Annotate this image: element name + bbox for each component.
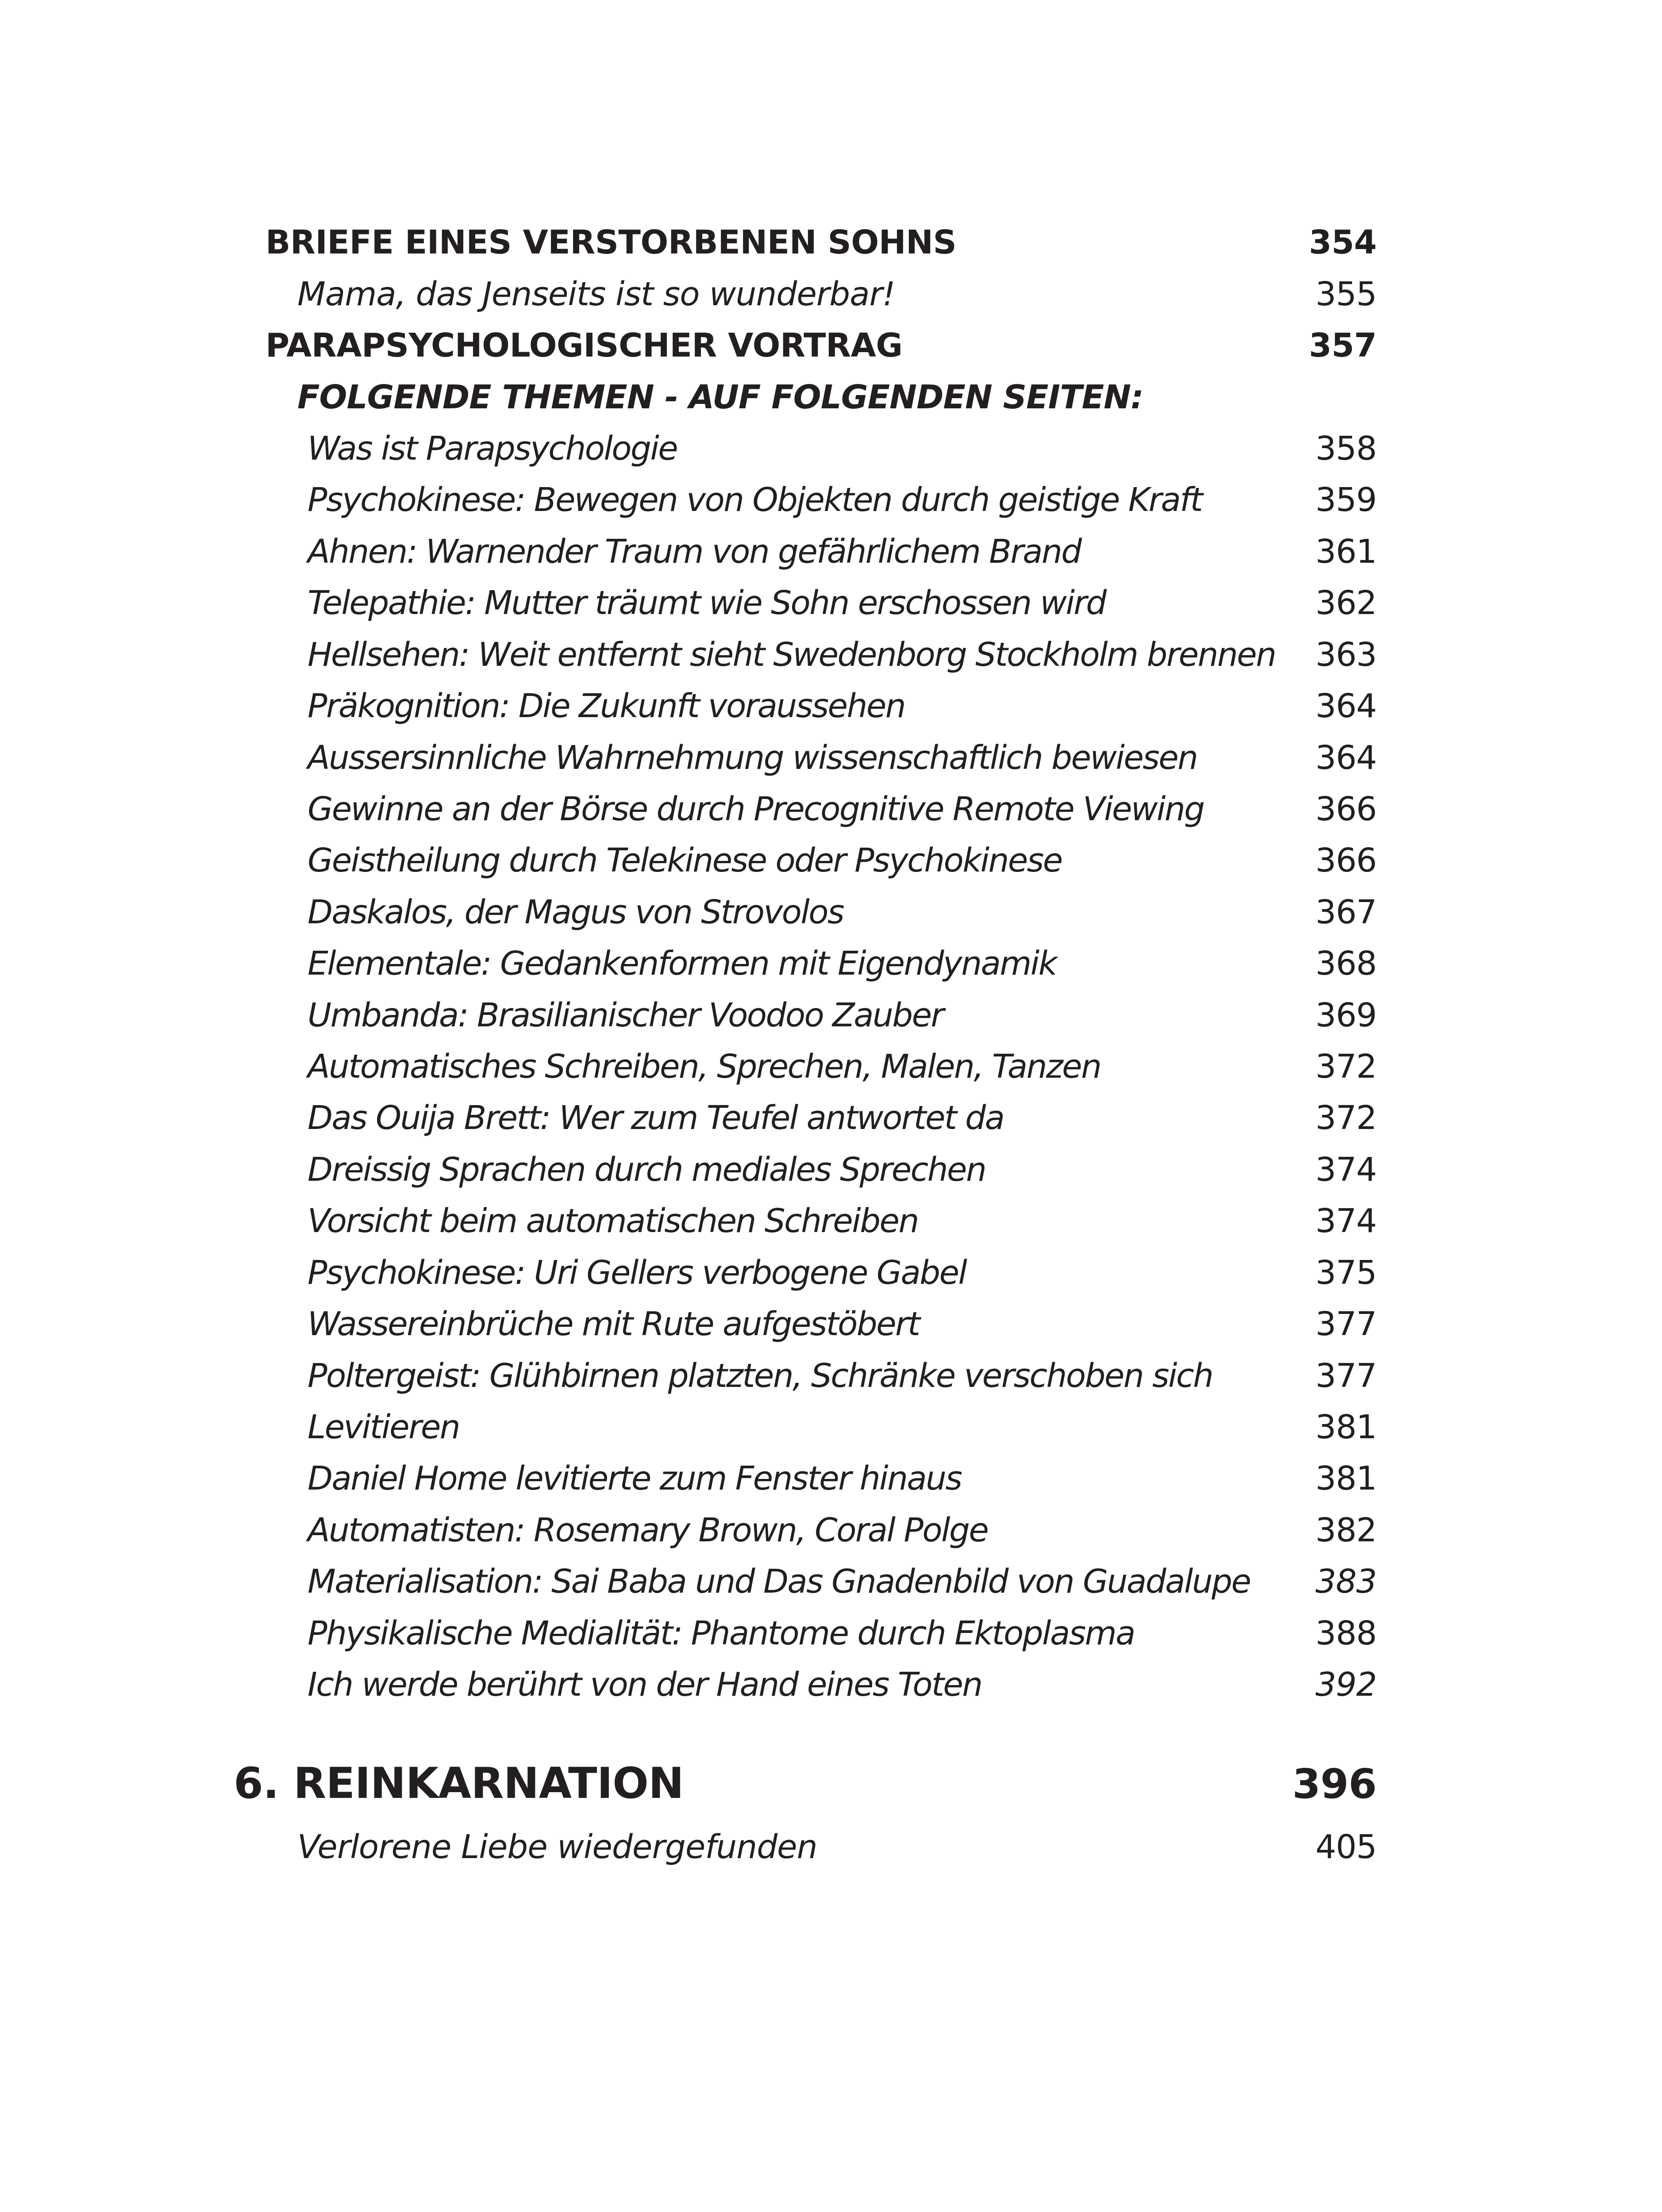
toc-topic-title: Ich werde berührt von der Hand eines Toten — [308, 1666, 982, 1704]
toc-topic-page: 377 — [1315, 1357, 1377, 1395]
toc-topic-title: Automatisches Schreiben, Sprechen, Malen, Tanzen — [308, 1048, 1101, 1086]
toc-topic-title: Poltergeist: Glühbirnen platzten, Schränke verschoben sich — [308, 1357, 1213, 1395]
toc-topic-title: Präkognition: Die Zukunft voraussehen — [308, 687, 905, 725]
toc-topic — [308, 996, 1377, 1034]
toc-entry-page: 405 — [1315, 1828, 1377, 1866]
toc-topic-page: 381 — [1315, 1459, 1377, 1498]
toc-topic-page: 358 — [1315, 430, 1377, 468]
toc-topic-title: Was ist Parapsychologie — [308, 430, 677, 468]
toc-entry-briefe — [265, 223, 1377, 261]
toc-topic-page: 392 — [1315, 1666, 1377, 1704]
toc-topic-page: 359 — [1315, 481, 1377, 519]
toc-topic-page: 372 — [1315, 1099, 1377, 1137]
toc-topic-title: Elementale: Gedankenformen mit Eigendynamik — [308, 945, 1057, 983]
toc-topic-title: Daskalos, der Magus von Strovolos — [308, 893, 843, 931]
toc-topic — [308, 1099, 1377, 1137]
toc-topic-page: 366 — [1315, 790, 1377, 828]
toc-chapter-page: 396 — [1292, 1760, 1377, 1808]
toc-topic-title: Umbanda: Brasilianischer Voodoo Zauber — [308, 996, 943, 1034]
toc-topic — [308, 584, 1377, 622]
toc-topic-page: 375 — [1315, 1254, 1377, 1292]
toc-topic-title: Aussersinnliche Wahrnehmung wissenschaftlich bewiesen — [308, 739, 1197, 777]
toc-topic — [308, 790, 1377, 828]
toc-entry-title: BRIEFE EINES VERSTORBENEN SOHNS — [265, 223, 957, 261]
toc-topic — [308, 1614, 1377, 1652]
toc-entry-page: 354 — [1309, 223, 1377, 261]
toc-entry-title: Mama, das Jenseits ist so wunderbar! — [297, 275, 895, 313]
toc-topic — [308, 841, 1377, 879]
toc-subheading-title: FOLGENDE THEMEN - AUF FOLGENDEN SEITEN: — [297, 378, 1143, 416]
toc-topic — [308, 1357, 1377, 1395]
toc-topic-title: Automatisten: Rosemary Brown, Coral Polge — [308, 1511, 988, 1549]
toc-topic — [308, 430, 1377, 468]
toc-topic-title: Das Ouija Brett: Wer zum Teufel antwortet da — [308, 1099, 1004, 1137]
toc-entry-page: 357 — [1309, 326, 1377, 365]
toc-topic-page: 364 — [1315, 739, 1377, 777]
toc-subheading-themen — [297, 378, 1377, 416]
toc-topic-title: Telepathie: Mutter träumt wie Sohn erschossen wird — [308, 584, 1106, 622]
toc-chapter-title: 6. REINKARNATION — [234, 1759, 684, 1808]
toc-topic — [308, 1563, 1377, 1601]
toc-topic-page: 372 — [1315, 1048, 1377, 1086]
toc-topic-title: Gewinne an der Börse durch Precognitive Remote Viewing — [308, 790, 1204, 828]
toc-topic-title: Hellsehen: Weit entfernt sieht Swedenborg Stockholm brennen — [308, 636, 1276, 674]
toc-chapter-reinkarnation — [234, 1759, 1377, 1808]
toc-topic — [308, 1151, 1377, 1189]
toc-entry-title: Verlorene Liebe wiedergefunden — [297, 1828, 817, 1866]
toc-topic-title: Geistheilung durch Telekinese oder Psychokinese — [308, 841, 1062, 879]
toc-topic-page: 363 — [1315, 636, 1377, 674]
toc-entry-page: 355 — [1315, 275, 1377, 313]
toc-topic — [308, 687, 1377, 725]
toc-entry-vortrag — [265, 326, 1377, 365]
toc-topic — [308, 1254, 1377, 1292]
toc-topic — [308, 945, 1377, 983]
toc-topic-page: 382 — [1315, 1511, 1377, 1549]
toc-topic — [308, 1408, 1377, 1446]
toc-topic-page: 374 — [1315, 1202, 1377, 1240]
toc-topic — [308, 893, 1377, 931]
toc-topic-title: Psychokinese: Bewegen von Objekten durch geistige Kraft — [308, 481, 1202, 519]
toc-topic-title: Levitieren — [308, 1408, 460, 1446]
toc-entry-mama — [297, 275, 1377, 313]
toc-topic-title: Psychokinese: Uri Gellers verbogene Gabel — [308, 1254, 966, 1292]
toc-topic-page: 388 — [1315, 1614, 1377, 1652]
toc-topic — [308, 533, 1377, 571]
toc-topic-page: 367 — [1315, 893, 1377, 931]
toc-topic-title: Physikalische Medialität: Phantome durch Ektoplasma — [308, 1614, 1135, 1652]
toc-topic — [308, 1048, 1377, 1086]
toc-topic-page: 377 — [1315, 1305, 1377, 1343]
toc-topic-page: 364 — [1315, 687, 1377, 725]
toc-topic-page: 369 — [1315, 996, 1377, 1034]
toc-topic — [308, 1305, 1377, 1343]
toc-topic-page: 368 — [1315, 945, 1377, 983]
toc-topic — [308, 1459, 1377, 1498]
toc-topic — [308, 481, 1377, 519]
toc-topic-page: 362 — [1315, 584, 1377, 622]
toc-topic — [308, 1511, 1377, 1549]
toc-topic-title: Daniel Home levitierte zum Fenster hinaus — [308, 1459, 962, 1498]
toc-topic-page: 361 — [1315, 533, 1377, 571]
toc-topic-title: Materialisation: Sai Baba und Das Gnadenbild von Guadalupe — [308, 1563, 1250, 1601]
toc-topic-page: 383 — [1315, 1563, 1377, 1601]
toc-topic-page: 366 — [1315, 841, 1377, 879]
toc-topic-page: 381 — [1315, 1408, 1377, 1446]
toc-topic — [308, 739, 1377, 777]
toc-topic-page: 374 — [1315, 1151, 1377, 1189]
toc-topic-title: Ahnen: Warnender Traum von gefährlichem Brand — [308, 533, 1081, 571]
toc-entry-verlorene-liebe — [297, 1828, 1377, 1866]
toc-topic-title: Vorsicht beim automatischen Schreiben — [308, 1202, 918, 1240]
toc-entry-title: PARAPSYCHOLOGISCHER VORTRAG — [265, 326, 903, 365]
toc-topic-title: Wassereinbrüche mit Rute aufgestöbert — [308, 1305, 919, 1343]
toc-topic — [308, 1202, 1377, 1240]
toc-topic-title: Dreissig Sprachen durch mediales Sprechen — [308, 1151, 986, 1189]
toc-topic — [308, 636, 1377, 674]
toc-topic — [308, 1666, 1377, 1704]
